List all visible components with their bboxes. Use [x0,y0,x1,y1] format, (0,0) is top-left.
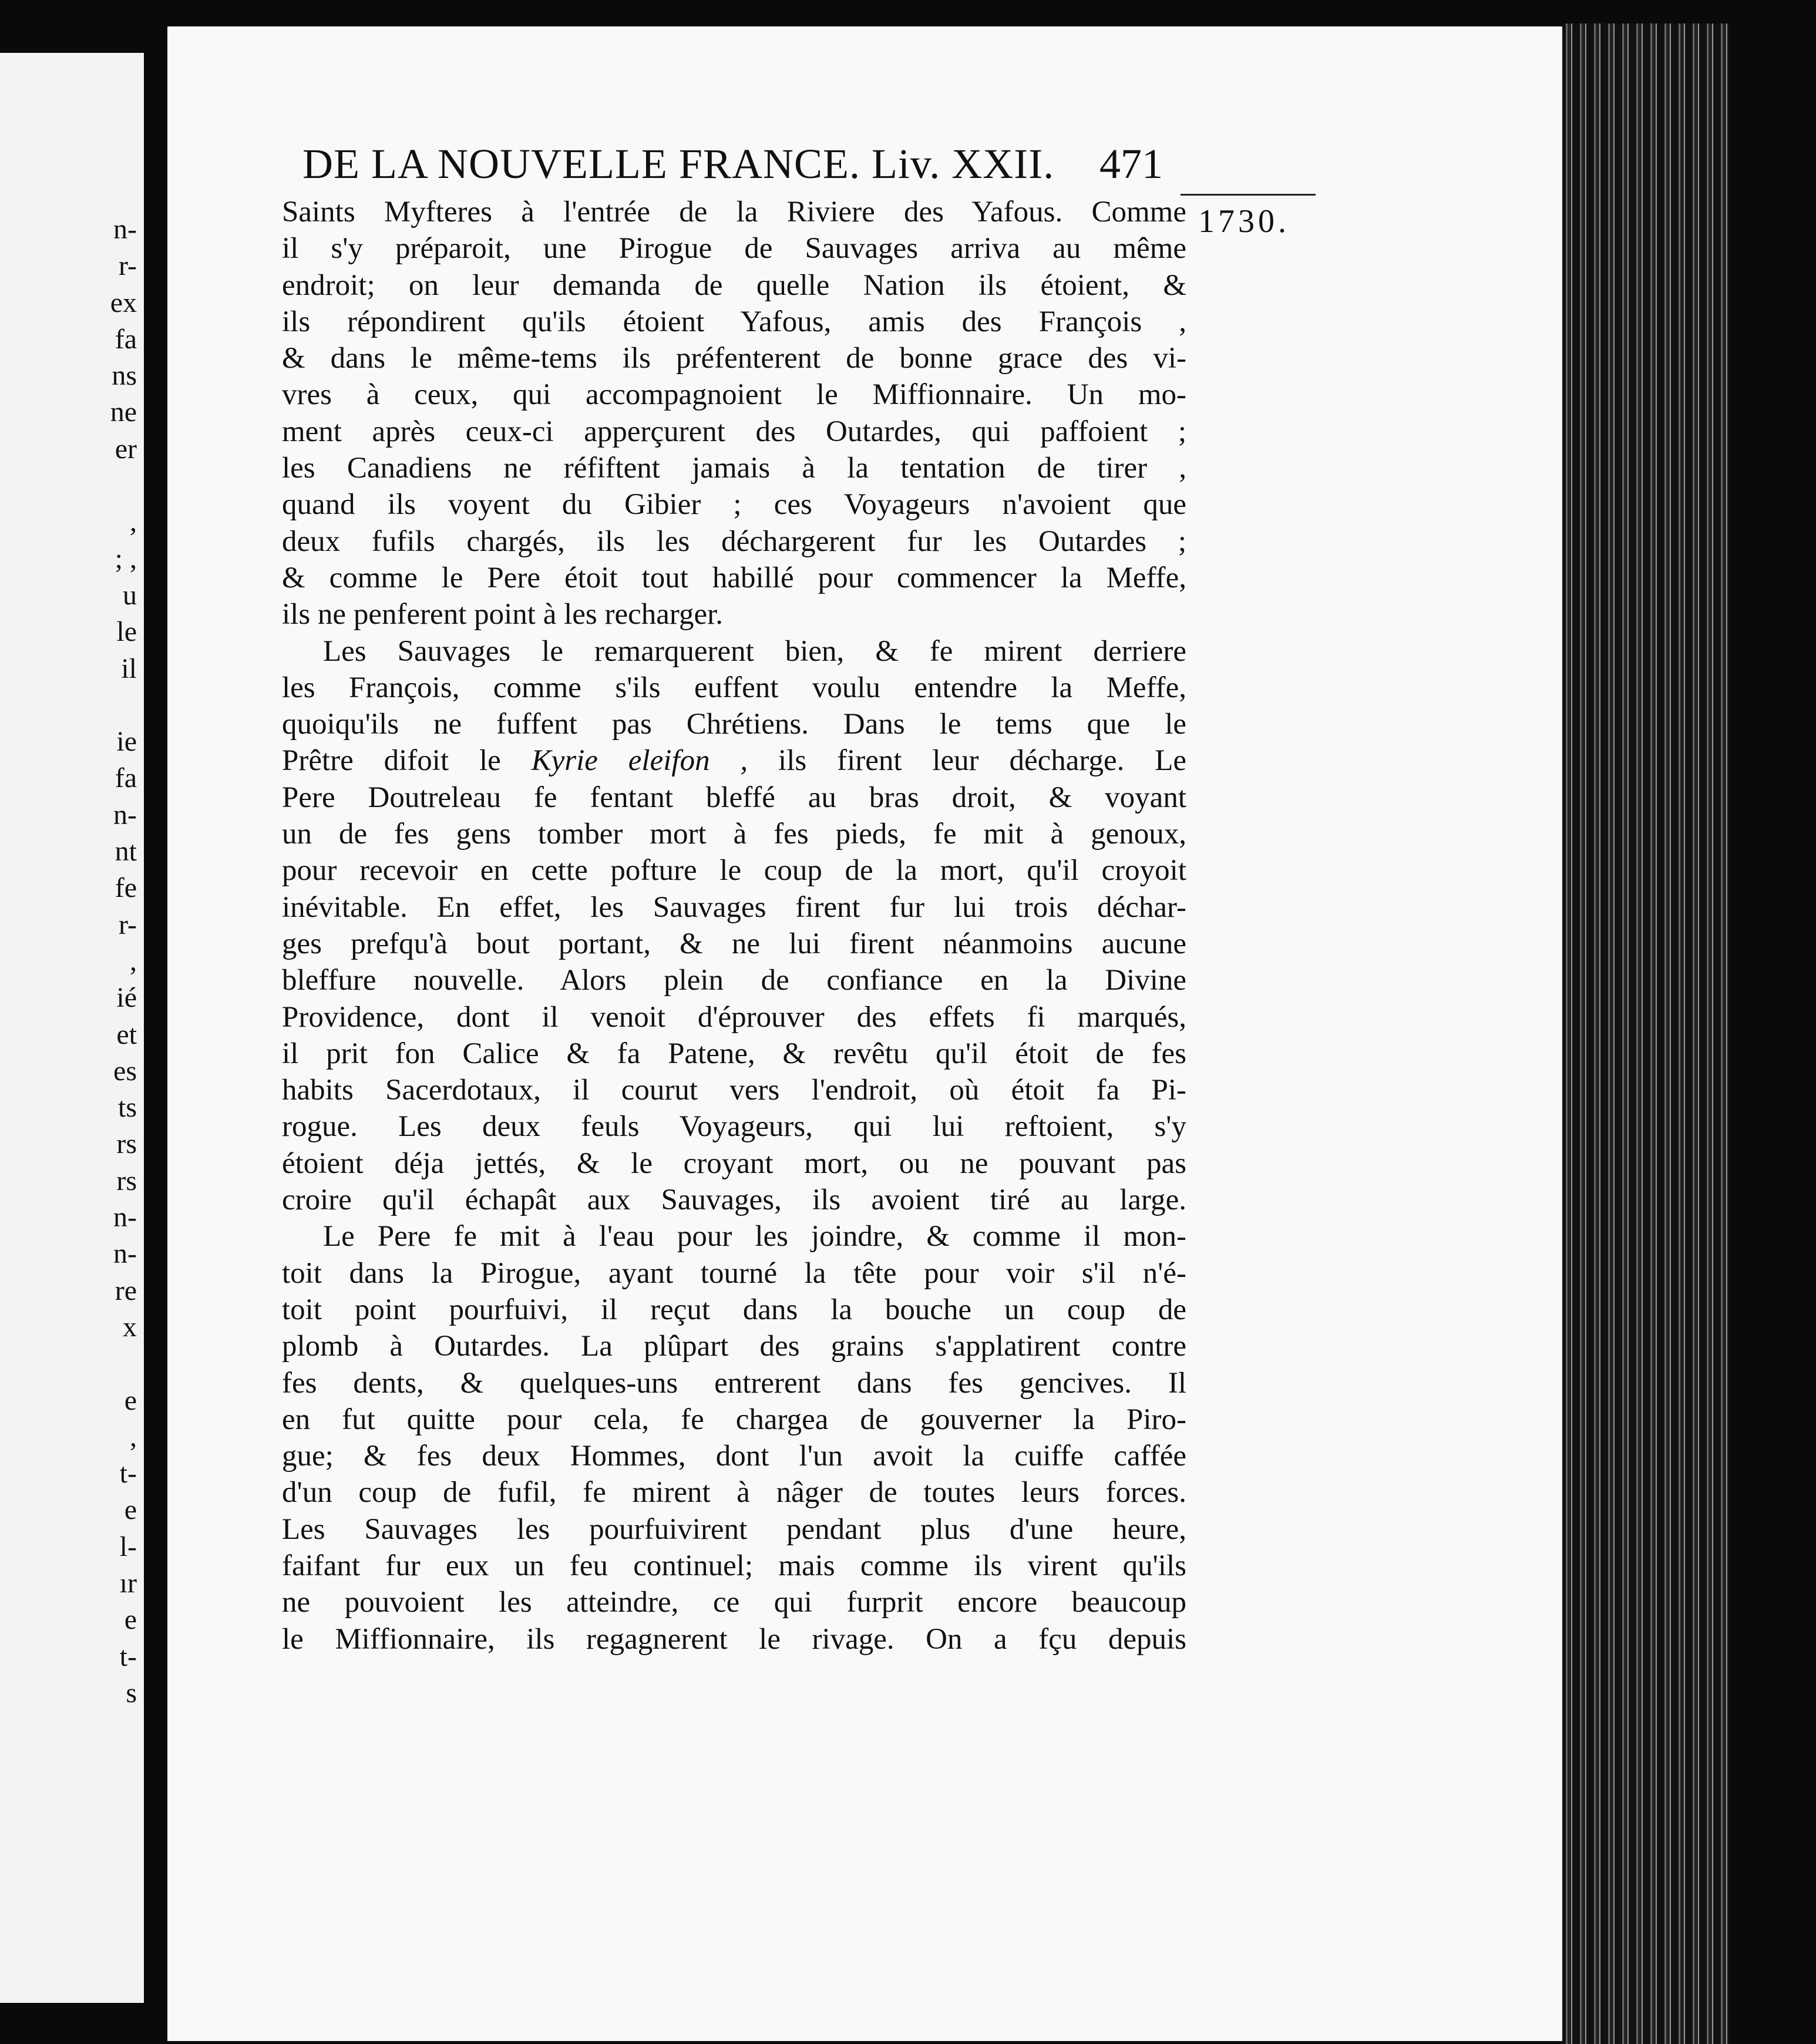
fragment: t- [119,1640,137,1672]
text-line: fes dents, & quelques-uns entrerent dans fes gencives. Il [282,1366,1186,1400]
fragment: re [115,1275,137,1306]
text-line: & dans le même-tems ils préfenterent de bonne grace des vi- [282,342,1186,375]
text-line: croire qu'il échapât aux Sauvages, ils avoient tiré au large. [282,1184,1186,1217]
fragment: e [124,1384,137,1416]
text-line: toit dans la Pirogue, ayant tourné la tête pour voir s'il n'é- [282,1256,1186,1290]
fragment: nt [115,836,137,868]
text-segment: Prêtre difoit le [282,744,501,778]
text-line: Les Sauvages les pourfuivirent pendant plus d'une heure, [282,1512,1186,1546]
text-line: ment après ceux-ci apperçurent des Outardes, qui paffoient ; [282,415,1186,448]
fragment: , [130,506,137,538]
fragment: es [113,1055,137,1087]
text-line: gue; & fes deux Hommes, dont l'un avoit la cuiffe caffée [282,1440,1186,1473]
text-line: ges prefqu'à bout portant, & ne lui firent néanmoins aucune [282,927,1186,960]
fragment: fa [115,762,137,794]
fragment [66,468,137,504]
fragment: n- [113,799,137,831]
margin-year-note: 1730. [1198,203,1290,240]
fragment: , [130,1421,137,1453]
text-line: rogue. Les deux feuls Voyageurs, qui lui reftoient, s'y [282,1110,1186,1144]
text-line: il prit fon Calice & fa Patene, & revêtu qu'il étoit de fes [282,1037,1186,1070]
text-line: Le Pere fe mit à l'eau pour les joindre, & comme il mon- [323,1220,1186,1253]
fragment: e [124,1604,137,1636]
running-title: DE LA NOUVELLE FRANCE. Liv. XXII. [302,140,1055,187]
fragment: n- [113,1238,137,1270]
text-line: il s'y préparoit, une Pirogue de Sauvages arriva au même [282,232,1186,265]
fragment: ır [119,1567,137,1599]
fragment: ne [110,396,137,428]
text-line: le Miffionnaire, ils regagnerent le rivage. On a fçu depuis [282,1622,1186,1656]
running-header [302,140,1163,196]
fragment: et [116,1018,137,1050]
text-line: ils répondirent qu'ils étoient Yafous, amis des François , [282,305,1186,338]
body-text [282,194,1186,1658]
fragment: ts [117,1092,137,1124]
fragment: e [124,1494,137,1526]
margin-rule [1181,194,1316,196]
text-line: pour recevoir en cette pofture le coup de la mort, qu'il croyoit [282,854,1186,887]
page-stack-fore-edge [1562,23,1730,2044]
text-line: plomb à Outardes. La plûpart des grains s'applatirent contre [282,1330,1186,1363]
fragment: r- [118,250,137,282]
fragment: ex [110,287,137,318]
text-line: Pere Doutreleau fe fentant bleffé au bras droit, & voyant [282,781,1186,814]
fragment: n- [113,214,137,245]
fragment: il [121,653,137,684]
text-line: quoiqu'ils ne fuffent pas Chrétiens. Dans le tems que le [282,708,1186,741]
text-line: inévitable. En effet, les Sauvages firent fur lui trois déchar- [282,890,1186,924]
text-line: deux fufils chargés, ils les déchargerent fur les Outardes ; [282,525,1186,558]
fragment: fe [115,872,137,904]
fragment: ie [116,726,137,758]
text-line: & comme le Pere étoit tout habillé pour commencer la Meffe, [282,561,1186,594]
fragment: ié [116,982,137,1014]
text-line: les Canadiens ne réfiftent jamais à la tentation de tirer , [282,452,1186,485]
text-line: bleffure nouvelle. Alors plein de confiance en la Divine [282,964,1186,997]
text-line: Providence, dont il venoit d'éprouver des effets fi marqués, [282,1000,1186,1034]
text-line: toit point pourfuivi, il reçut dans la bouche un coup de [282,1293,1186,1326]
fragment: t- [119,1458,137,1490]
text-line: faifant fur eux un feu continuel; mais comme ils virent qu'ils [282,1549,1186,1582]
text-line: d'un coup de fufil, fe mirent à nâger de toutes leurs forces. [282,1476,1186,1510]
fragment: rs [116,1128,137,1160]
text-line: les François, comme s'ils euffent voulu entendre la Meffe, [282,671,1186,704]
fragment: l- [119,1531,137,1562]
facing-page-edge [0,53,144,2003]
text-line-with-italic [282,742,1186,779]
fragment: n- [113,1202,137,1233]
fragment: fa [115,323,137,355]
facing-page-text-fragments [66,211,137,1712]
fragment [66,687,137,724]
page-number: 471 [1099,140,1163,187]
fragment: s [126,1677,137,1709]
text-line: un de fes gens tomber mort à fes pieds, fe mit à genoux, [282,818,1186,851]
text-line: ne pouvoient les atteindre, ce qui furprit encore beaucoup [282,1586,1186,1619]
text-line: vres à ceux, qui accompagnoient le Miffionnaire. Un mo- [282,378,1186,412]
fragment: r- [118,909,137,940]
text-line: ils ne penferent point à les recharger. [282,598,724,631]
fragment: u [123,579,137,611]
text-segment: ils firent leur décharge. Le [778,744,1187,778]
text-line: habits Sacerdotaux, il courut vers l'endroit, où étoit fa Pi- [282,1074,1186,1107]
fragment: er [115,433,137,465]
text-line: endroit; on leur demanda de quelle Nation ils étoient, & [282,268,1186,302]
text-line: Saints Myfteres à l'entrée de la Riviere des Yafous. Comme [282,196,1186,228]
fragment: x [123,1311,137,1343]
italic-phrase: Kyrie eleifon , [531,744,748,778]
fragment: ns [112,360,137,392]
text-line: Les Sauvages le remarquerent bien, & fe mirent derriere [323,634,1186,668]
text-line: quand ils voyent du Gibier ; ces Voyageurs n'avoient que [282,488,1186,522]
fragment: ; , [115,543,137,574]
fragment: le [116,616,137,648]
text-line: en fut quitte pour cela, fe chargea de gouverner la Piro- [282,1403,1186,1436]
text-line: étoient déja jettés, & le croyant mort, ou ne pouvant pas [282,1147,1186,1180]
fragment: rs [116,1165,137,1196]
fragment [66,1346,137,1382]
fragment: , [130,945,137,977]
